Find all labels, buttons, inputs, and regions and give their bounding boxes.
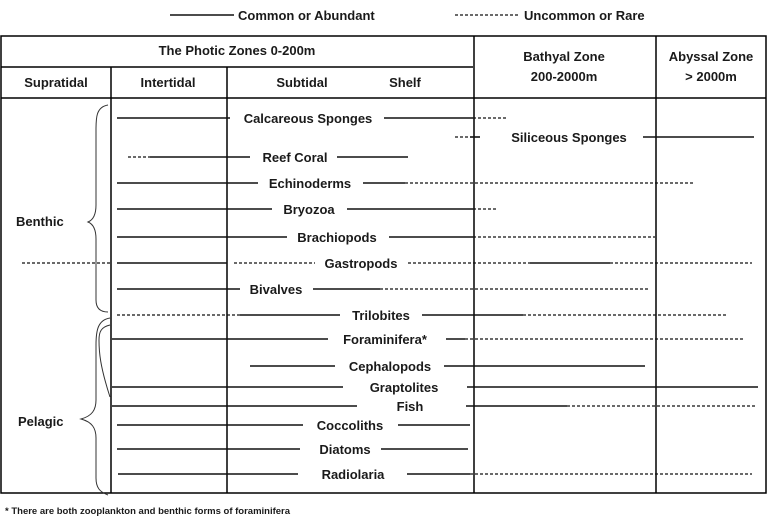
organism-row-bivalves — [117, 282, 650, 297]
organism-row-siliceous-sponges — [455, 130, 754, 145]
organism-row-radiolaria — [118, 467, 752, 482]
organism-row-cephalopods — [250, 359, 645, 374]
benthic-brace — [88, 105, 108, 312]
organism-label: Gastropods — [324, 256, 398, 271]
shelf-header: Shelf — [389, 75, 421, 90]
organism-label: Radiolaria — [321, 467, 385, 482]
organism-label: Fish — [396, 399, 424, 414]
photic-zone-header: The Photic Zones 0-200m — [158, 43, 316, 58]
organism-label: Cephalopods — [348, 359, 432, 374]
legend-uncommon-label: Uncommon or Rare — [524, 8, 645, 23]
organism-row-gastropods — [22, 256, 752, 271]
organism-label: Graptolites — [369, 380, 439, 395]
intertidal-header: Intertidal — [140, 75, 196, 90]
organism-row-fish — [112, 399, 757, 414]
organism-row-coccoliths — [117, 418, 470, 433]
organism-row-echinoderms — [117, 176, 693, 191]
pelagic-brace — [81, 318, 110, 495]
organism-row-brachiopods — [117, 230, 655, 245]
organism-row-trilobites — [117, 308, 727, 323]
bathyal-depth: 200-2000m — [530, 69, 598, 84]
organism-rows — [22, 111, 758, 482]
organism-label: Siliceous Sponges — [511, 130, 627, 145]
abyssal-header: Abyssal Zone — [668, 49, 754, 64]
organism-label: Foraminifera* — [343, 332, 427, 347]
pelagic-label: Pelagic — [18, 414, 64, 429]
organism-label: Brachiopods — [297, 230, 377, 245]
organism-row-reef-coral — [128, 150, 408, 165]
organism-label: Bivalves — [249, 282, 303, 297]
bathyal-header: Bathyal Zone — [523, 49, 605, 64]
legend — [170, 8, 645, 23]
organism-row-bryozoa — [117, 202, 498, 217]
organism-row-foraminifera — [112, 332, 745, 347]
organism-label: Coccoliths — [316, 418, 384, 433]
abyssal-depth: > 2000m — [685, 69, 737, 84]
organism-label: Calcareous Sponges — [243, 111, 373, 126]
footnote: * There are both zooplankton and benthic forms of foraminifera — [5, 506, 291, 517]
organism-row-graptolites — [112, 380, 758, 395]
organism-row-calcareous-sponges — [117, 111, 506, 126]
organism-label: Reef Coral — [262, 150, 328, 165]
organism-label: Echinoderms — [268, 176, 352, 191]
subtidal-header: Subtidal — [276, 75, 328, 90]
organism-label: Bryozoa — [283, 202, 335, 217]
benthic-label: Benthic — [16, 214, 64, 229]
organism-label: Diatoms — [319, 442, 371, 457]
organism-row-diatoms — [117, 442, 468, 457]
legend-common-label: Common or Abundant — [238, 8, 375, 23]
organism-label: Trilobites — [352, 308, 410, 323]
supratidal-header: Supratidal — [24, 75, 88, 90]
foraminifera-brace — [99, 325, 110, 397]
